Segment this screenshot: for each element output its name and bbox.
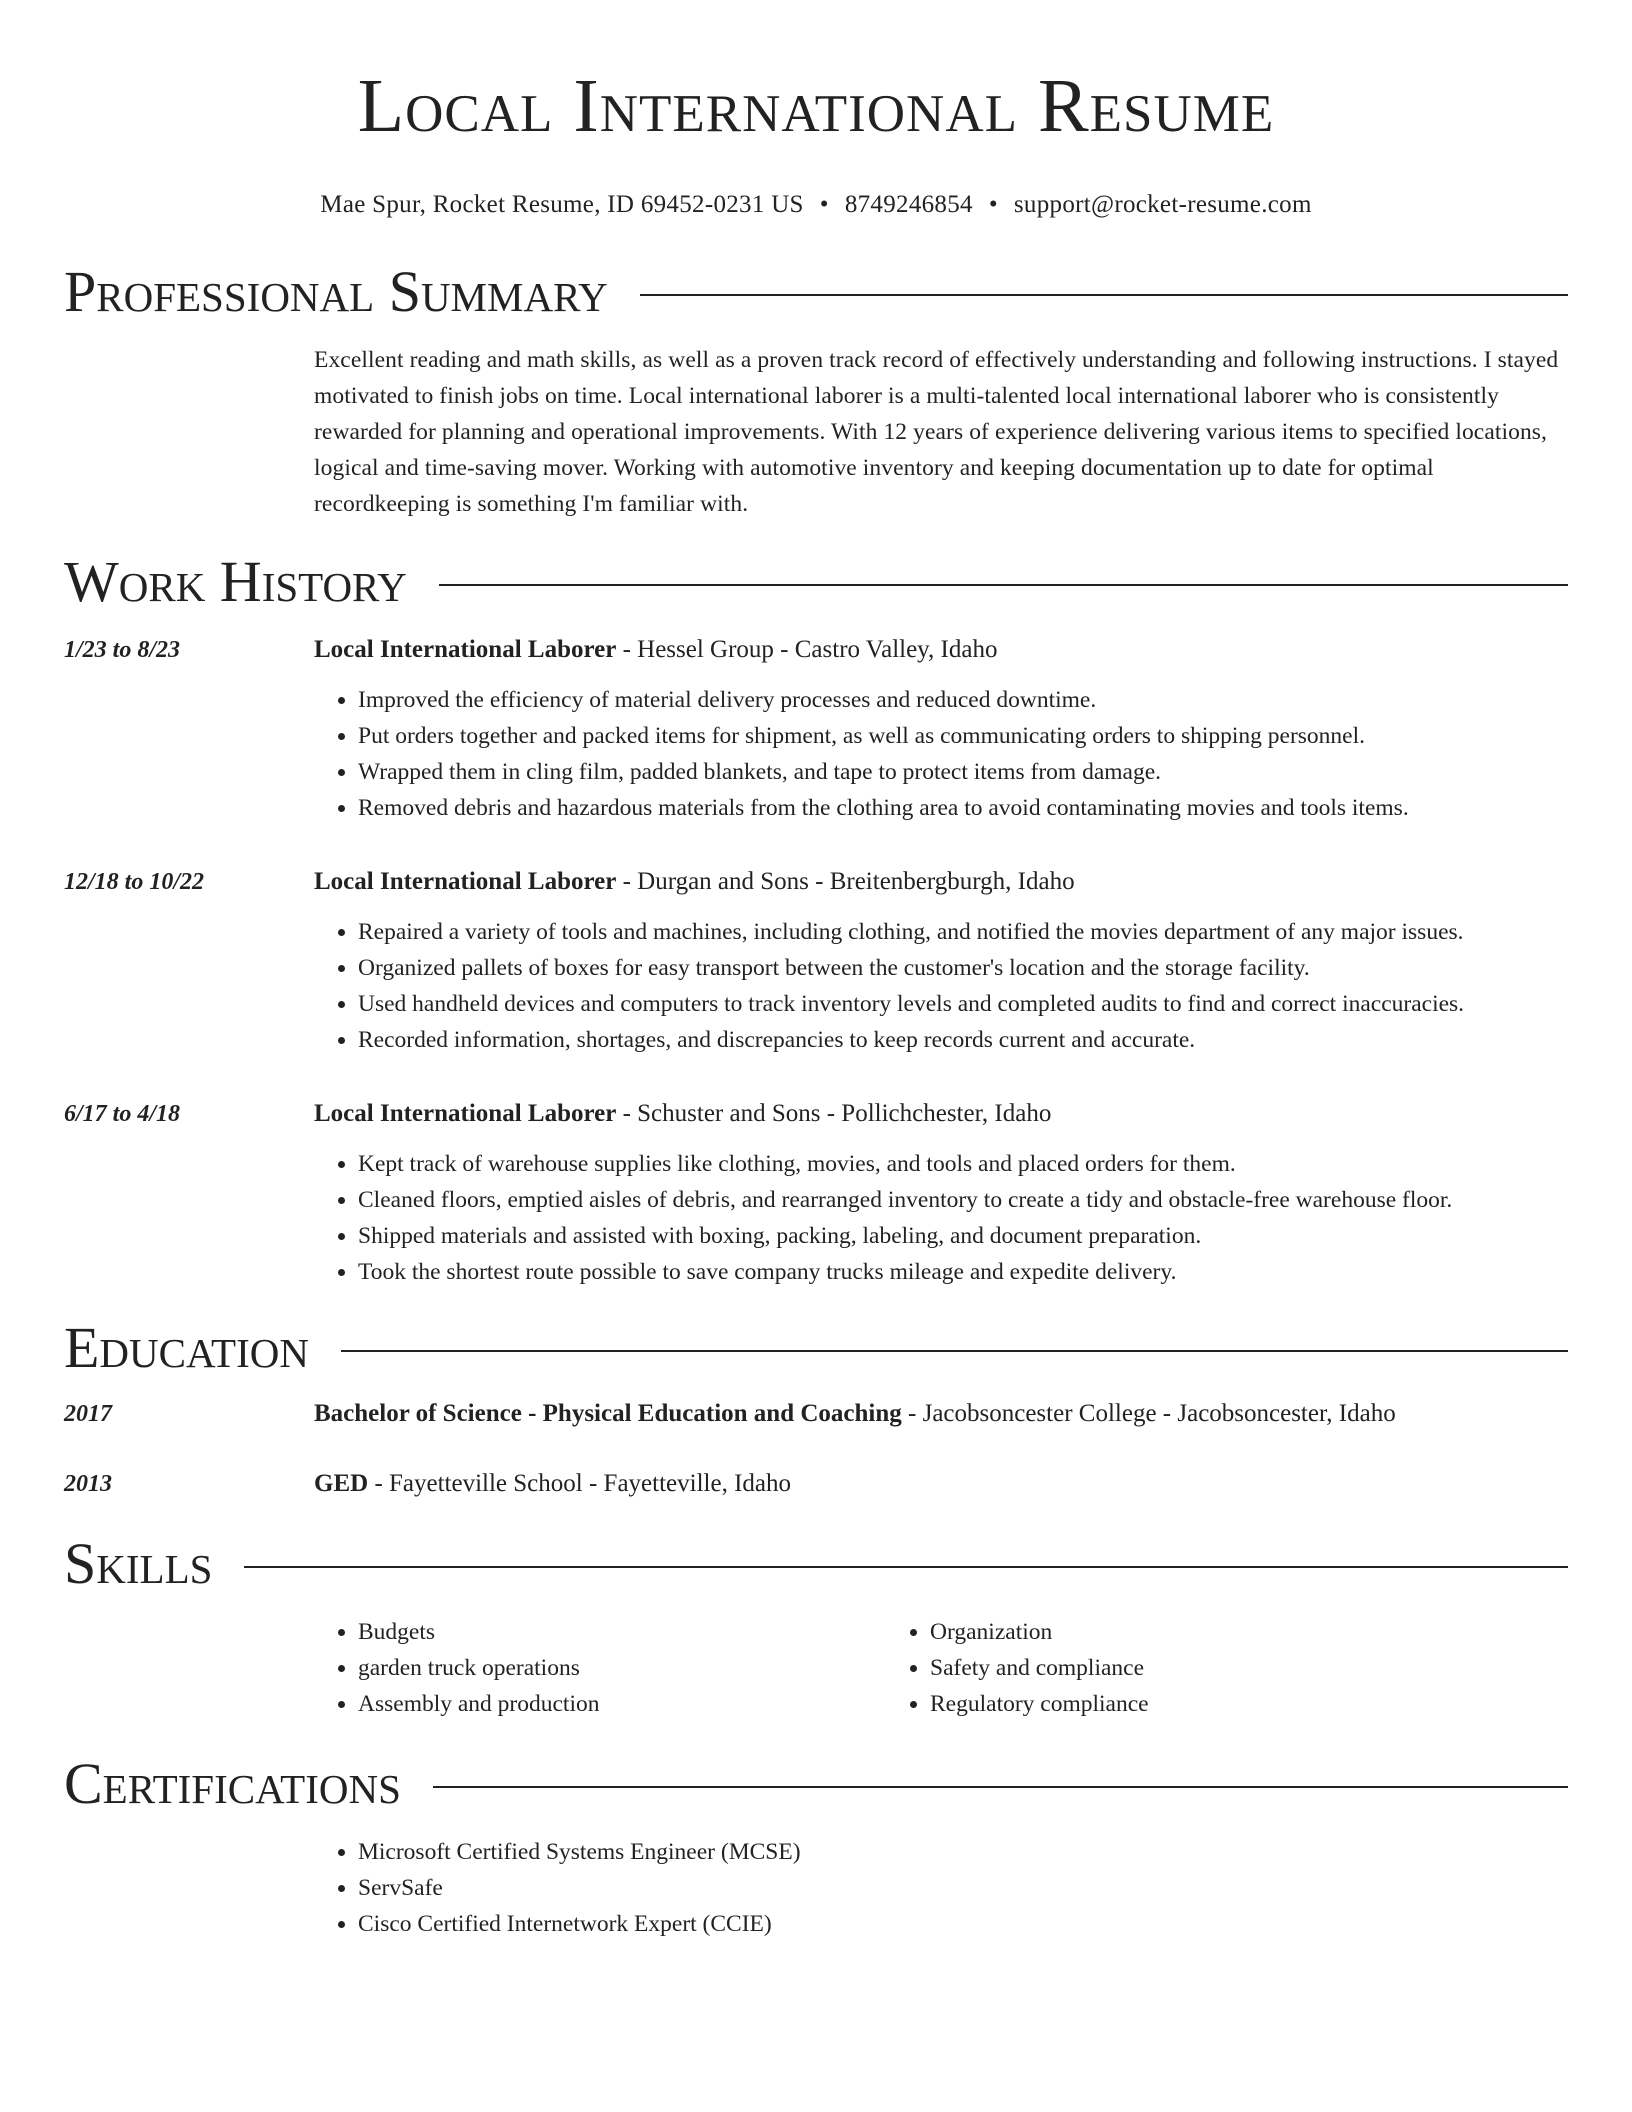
section-divider [640,294,1568,296]
contact-separator: • [819,191,829,218]
job-bullets [314,1146,1568,1290]
job-bullets [314,914,1568,1058]
summary-text: Excellent reading and math skills, as well as a proven track record of effectively understanding and following instructions. I stayed motivated to finish jobs on time. Local international laborer is a multi-talented local international laborer who is consistently rewarded for planning and operational improvements. With 12 years of experience delivering various items to specified locations, logical and time-saving mover. Working with automotive inventory and keeping documentation up to date for optimal recordkeeping is something I'm familiar with. [314,347,1559,517]
education-year: 2013 [64,1471,112,1497]
job-entry [64,632,1568,826]
section-divider [244,1566,1568,1568]
job-bullet: • Removed debris and hazardous materials from the clothing area to avoid contaminating movies and tools items. [358,790,1568,826]
skill-item: • garden truck operations [358,1650,886,1686]
summary-section-header [64,258,1568,326]
section-divider [341,1350,1568,1352]
work-heading: Work History [64,549,407,614]
job-bullet: • Took the shortest route possible to save company trucks mileage and expedite delivery. [358,1254,1568,1290]
work-history-list [64,632,1568,1290]
job-bullet: • Improved the efficiency of material delivery processes and reduced downtime. [358,682,1568,718]
skills-heading: Skills [64,1531,213,1596]
education-entry [64,1466,1568,1502]
skills-columns [314,1614,1568,1722]
job-employer-location: - Hessel Group - Castro Valley, Idaho [616,636,998,663]
job-bullet: • Organized pallets of boxes for easy transport between the customer's location and the storage facility. [358,950,1568,986]
skill-item: • Organization [930,1614,1458,1650]
job-employer-location: - Durgan and Sons - Breitenbergburgh, Idaho [616,868,1075,895]
skill-item: • Budgets [358,1614,886,1650]
education-degree: Bachelor of Science - Physical Education and Coaching [314,1400,902,1427]
certifications-list [314,1834,1568,1942]
job-title-line [314,632,1568,668]
education-title-line [314,1466,791,1502]
job-entry [64,864,1568,1058]
job-bullets [314,682,1568,826]
job-title: Local International Laborer [314,636,617,663]
job-employer-location: - Schuster and Sons - Pollichchester, Idaho [616,1100,1052,1127]
contact-line [64,190,1568,220]
education-entry [64,1396,1568,1432]
education-school-location: - Jacobsoncester College - Jacobsoncester, Idaho [901,1400,1396,1427]
skills-list-right [886,1614,1458,1722]
certifications-block [314,1834,1568,1942]
job-bullet: • Kept track of warehouse supplies like clothing, movies, and tools and placed orders for them. [358,1146,1568,1182]
job-body [314,632,1568,826]
job-bullet: • Used handheld devices and computers to track inventory levels and completed audits to find and correct inaccuracies. [358,986,1568,1022]
skill-item: • Assembly and production [358,1686,886,1722]
education-title-line [314,1396,1396,1432]
job-entry [64,1096,1568,1290]
section-divider [439,584,1568,586]
education-heading: Education [64,1315,309,1380]
work-section-header [64,548,1568,616]
certification-item: • Microsoft Certified Systems Engineer (MCSE) [358,1834,1568,1870]
skills-section-header [64,1530,1568,1598]
job-title: Local International Laborer [314,868,617,895]
job-bullet: • Cleaned floors, emptied aisles of debris, and rearranged inventory to create a tidy and obstacle-free warehouse floor. [358,1182,1568,1218]
job-bullet: • Recorded information, shortages, and discrepancies to keep records current and accurate. [358,1022,1568,1058]
education-school-location: - Fayetteville School - Fayetteville, Idaho [368,1470,791,1497]
contact-phone: 8749246854 [844,191,973,218]
education-year: 2017 [64,1401,112,1427]
summary-heading: Professional Summary [64,259,608,324]
certification-item: • Cisco Certified Internetwork Expert (CCIE) [358,1906,1568,1942]
education-list [64,1396,1568,1502]
job-bullet: • Shipped materials and assisted with boxing, packing, labeling, and document preparation. [358,1218,1568,1254]
job-dates: 12/18 to 10/22 [64,869,205,895]
skill-item: • Regulatory compliance [930,1686,1458,1722]
contact-separator: • [988,191,998,218]
resume-title: Local International Resume [357,64,1275,148]
education-degree: GED [314,1470,369,1497]
job-bullet: • Put orders together and packed items for shipment, as well as communicating orders to shipping personnel. [358,718,1568,754]
job-title: Local International Laborer [314,1100,617,1127]
skill-item: • Safety and compliance [930,1650,1458,1686]
certifications-section-header [64,1750,1568,1818]
job-title-line [314,1096,1568,1132]
job-title-line [314,864,1568,900]
job-body [314,864,1568,1058]
section-divider [433,1786,1568,1788]
certifications-heading: Certifications [64,1751,401,1816]
job-dates: 6/17 to 4/18 [64,1101,181,1127]
job-bullet: • Wrapped them in cling film, padded blankets, and tape to protect items from damage. [358,754,1568,790]
certification-item: • ServSafe [358,1870,1568,1906]
job-body [314,1096,1568,1290]
contact-email: support@rocket-resume.com [1013,191,1312,218]
job-dates: 1/23 to 8/23 [64,637,181,663]
skills-list-left [314,1614,886,1722]
job-bullet: • Repaired a variety of tools and machines, including clothing, and notified the movies department of any major issues. [358,914,1568,950]
education-section-header [64,1314,1568,1382]
contact-address: Mae Spur, Rocket Resume, ID 69452-0231 US [320,191,804,218]
